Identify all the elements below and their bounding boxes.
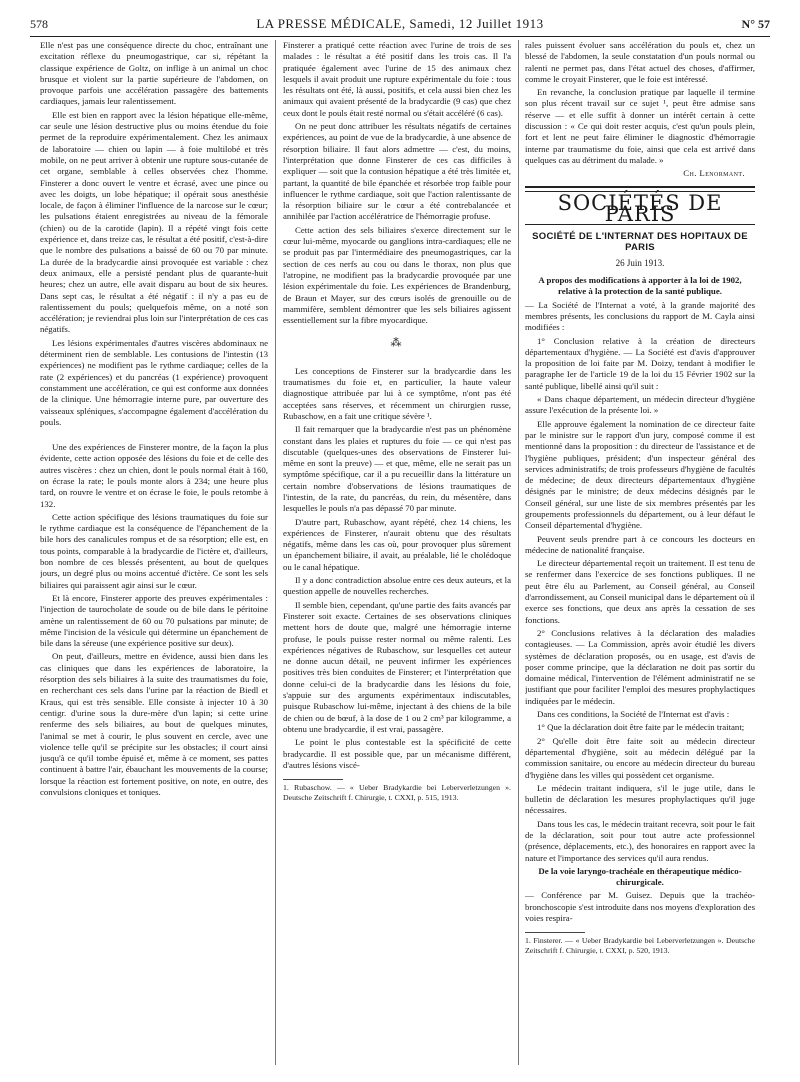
society-heading: SOCIÉTÉ DE L'INTERNAT DES HOPITAUX DE PARIS (532, 231, 748, 254)
paragraph: Et là encore, Finsterer apporte des preuves expérimentales : l'injection de taurocholate de soude ou de bile dans le péritoine amène un ralentissement de 60 ou 70 pulsations par minute; de même l'incision de la vésicule qui détermine un épanchement de bile dans la séreuse (une expérience positive sur deux). (40, 592, 268, 649)
paragraph: 1° Que la déclaration doit être faite par le médecin traitant; (537, 722, 745, 733)
footnote-rule (283, 779, 343, 780)
paragraph: En revanche, la conclusion pratique par laquelle il termine son plus récent travail sur ce sujet ¹, peut être admise sans réserve — et elle suffit à donner un intérêt certain à cette discussion : « Ce qui doit rester acquis, c'est qu'un pouls plein, fort et lent ne peut faire éliminer le diagnostic d'hémorragie interne par traumatisme du foie, ainsi que cela est arrivé dans quelques cas au détriment du malade. » (525, 87, 755, 165)
paragraph: Le médecin traitant indiquera, s'il le juge utile, dans le bulletin de déclaration les mesures prophylactiques qu'il juge nécessaires. (525, 782, 755, 816)
paragraph: — Conférence par M. Guisez. Depuis que la trachéo-bronchoscopie s'est introduite dans nos moyens d'exploration des voies respira- (525, 890, 755, 924)
section-separator: ⁂ (390, 337, 404, 350)
journal-title: LA PRESSE MÉDICALE, Samedi, 12 Juillet 1913 (256, 16, 544, 31)
column-1 (40, 40, 268, 1070)
header-rule (30, 36, 770, 37)
paragraph: Une des expériences de Finsterer montre, de la façon la plus évidente, cette action opposée des lésions du foie et de celle des autres viscères : chez un chien, dont le pouls normal était à 160, on écrase la rate; le pouls monte alors à 234; une heure plus tard, on rouvre le ventre et on écrase le foie, le pouls retombe à 132. (40, 442, 268, 509)
paragraph: Elle est bien en rapport avec la lésion hépatique elle-même, car seule une lésion destructive plus ou moins étendue du foie permet de la reproduire expérimentalement. Chez les animaux de laboratoire — chien ou lapin — à foie multilobé et très mobile, on ne peut arriver à obtenir une rupture sous-cutanée de cet organe, semblable à celles observées chez l'homme. Finsterer a donc ouvert le ventre et écrasé, avec une pince ou avec les doigts, un lobe hépatique; il opérait sous anesthésie locale, de façon à éliminer l'influence de la narcose sur le cœur; les pulsations étaient enregistrées au niveau de la fémorale (chien) ou de la carotide (lapin). Il a répété vingt fois cette expérience et, dans treize cas, le résultat a été positif, c'est-à-dire que le nombre des pulsations a baissé de 60 ou 70 par minute. La durée de la bradycardie ainsi provoquée est variable : chez deux animaux, elle a persisté pendant plus de quarante-huit heures; chez un autre, elle avait disparu au bout de six heures. Dans sept cas, le résultat a été négatif : il n'y a pas eu de ralentissement du pouls; quelquefois même, on a noté son accélération; je reviendrai plus loin sur l'interprétation de ces cas négatifs. (40, 109, 268, 335)
paragraph: — La Société de l'Internat a voté, à la grande majorité des membres présents, les conclusions du rapport de M. Cayla ainsi modifiées : (525, 299, 755, 333)
footnote: 1. Rubaschow. — « Ueber Bradykardie bei Leberverletzungen ». Deutsche Zeitschrift f. Chirurgie, t. CXXI, p. 515, 1913. (283, 783, 511, 802)
paragraph: Finsterer a pratiqué cette réaction avec l'urine de trois de ses malades : le résultat a été positif dans les trois cas. Il l'a pratiquée également avec l'urine de 15 des animaux chez lesquels il avait produit une rupture expérimentale du foie : tous les résultats ont été, là aussi, positifs, et cela aussi bien chez les animaux qui avaient présenté de la bradycardie (9 cas) que chez ceux dont le pouls était resté normal ou s'était accéléré (6 cas). (283, 40, 511, 118)
paragraph: Elle approuve également la nomination de ce directeur faite par le ministre sur le rapport d'un jury, composé comme il est mentionné dans la proposition : du directeur de l'assistance et de l'hygiène publiques, président; d'un inspecteur général des services administratifs; de trois professeurs d'hygiène de facultés de médecine; de deux directeurs départementaux d'hygiène désignés par le ministre; de deux médecins désignés par le Conseil général, sur une liste de six membres présentés par les groupements professionnels du département, ou à leur défaut le Conseil départemental d'hygiène. (525, 418, 755, 531)
page-number: 578 (30, 17, 48, 31)
paragraph: Peuvent seuls prendre part à ce concours les docteurs en médecine de nationalité française. (525, 533, 755, 555)
paragraph: Dans ces conditions, la Société de l'Internat est d'avis : (537, 709, 730, 720)
page-header (30, 14, 770, 36)
column-divider (275, 40, 276, 1065)
paragraph: Elle n'est pas une conséquence directe du choc, entraînant une excitation réflexe du pneumogastrique, car si, répétant la classique expérience de Goltz, on inflige à un animal un choc brusque et violent sur la partie supérieure de l'abdomen, on provoque parfois une accélération passagère des battements cardiaques, jamais leur ralentissement. (40, 40, 268, 107)
section-title: SOCIÉTÉS DE PARIS (557, 190, 723, 226)
paragraph: Il y a donc contradiction absolue entre ces deux auteurs, et la question appelle de nouvelles recherches. (283, 575, 511, 597)
paragraph: Il semble bien, cependant, qu'une partie des faits avancés par Finsterer soit exacte. Certaines de ses observations cliniques mettent hors de doute que, malgré une hémorragie interne profuse, le pouls puisse rester normal ou même ralenti. Les expériences négatives de Rubaschow, sur lesquelles cet auteur ne donne aucun détail, ne peuvent infirmer les expériences positives très bien conduites de Finsterer; et l'interprétation que donne celui-ci de la bradycardie dans les lésions du foie, s'appuie sur des arguments expérimentaux indiscutables, puisque Rubaschow lui-même, injectant à des chiens de la bile de chien ou de bœuf, à la dose de 1 ou 2 cm³ par kilogramme, a obtenu une bradycardie, il est vrai, passagère. (283, 599, 511, 734)
paragraph: Dans tous les cas, le médecin traitant recevra, soit pour le fait de la déclaration, soit pour tout autre acte professionnel (présence, déplacements, etc.), des honoraires en rapport avec la nature et l'importance des services qu'il aura rendus. (525, 818, 755, 863)
paragraph: Cette action des sels biliaires s'exerce directement sur le cœur lui-même, myocarde ou ganglions intra-cardiaques; elle ne se produit pas par l'intermédiaire des pneumogastriques, car la section de ces nerfs au cou ou dans le thorax, non plus que l'atropine, ne modifient pas la bradycardie provoquée par une lésion expérimentale du foie. Les expériences de Brandenburg, de Braun et Mayer, sur des cœurs isolés de grenouille ou de mammifère, semblent démontrer que les sels biliaires agissent essentiellement sur la fibre myocardique. (283, 224, 511, 326)
paragraph: Le point le plus contestable est la spécificité de cette bradycardie. Il est possible que, par un mécanisme différent, d'autres lésions viscé- (283, 737, 511, 770)
paragraph: Le directeur départemental reçoit un traitement. Il est tenu de se renfermer dans l'exercice de ses fonctions publiques. Il ne peut être élu au Parlement, au Conseil général, au Conseil d'arrondissement, au Conseil municipal dans le département où il exerce ses fonctions, que deux ans après la cessation de ses fonctions. (525, 558, 755, 625)
paragraph: 2° Qu'elle doit être faite soit au médecin directeur départemental d'hygiène, soit au médecin délégué par la commission sanitaire, ou encore au médecin directeur du bureau d'hygiène dans les villes qui possèdent cet organisme. (525, 735, 755, 780)
meeting-date: 26 Juin 1913. (615, 257, 665, 268)
paragraph: On peut, d'ailleurs, mettre en évidence, aussi bien dans les cas cliniques que dans les expériences de laboratoire, la résorption des sels biliaires à la suite des traumatismes du foie, en recherchant ces sels dans l'urine par la réaction de Biedl et Kraus, qui est très sensible. Elle consiste à injecter 10 à 30 centigr. d'urine sous la dure-mère d'un lapin; si cette urine renferme des sels biliaires, au bout de quelques minutes, l'animal se met à courir, le plus souvent en cercle, avec une violence telle qu'il se précipite sur les obstacles; il court ainsi jusqu'à ce qu'il tombe épuisé et, même à ce moment, ses pattes continuent à battre l'air, ébauchant les mouvements de la course; lorsque la réaction est fortement positive, on note, en outre, des convulsions cloniques et toniques. (40, 651, 268, 797)
topic-heading: De la voie laryngo-trachéale en thérapeutique médico-chirurgicale. (538, 865, 742, 888)
paragraph: 1° Conclusion relative à la création de directeurs départementaux d'hygiène. — La Société est d'avis d'approuver la proposition de loi faite par M. Doizy, tendant à modifier le paragraphe Ier de l'article 19 de la loi du 15 Février 1902 sur la santé publique, libellé ainsi qu'il suit : (525, 335, 755, 391)
section-rule (525, 186, 755, 188)
paragraph: D'autre part, Rubaschow, ayant répété, chez 14 chiens, les expériences de Finsterer, n'aurait obtenu que des résultats négatifs, même dans les cas où, pour provoquer plus sûrement un épanchement biliaire, il avait, au préalable, lié le cholédoque ou le canal hépatique. (283, 516, 511, 572)
paragraph: Les conceptions de Finsterer sur la bradycardie dans les traumatismes du foie et, en particulier, la haute valeur diagnostique attribuée par lui à ce symptôme, n'ont pas été acceptées sans réserves, et récemment un chirurgien russe, Rubaschow, en a fait une critique sévère ¹. (283, 365, 511, 421)
footnote-rule (525, 932, 585, 933)
paragraph: 2° Conclusions relatives à la déclaration des maladies contagieuses. — La Commission, après avoir étudié les divers systèmes de déclaration proposés, ou en usage, est d'avis de poser comme principe, que la déclaration ne doit pas sortir du domaine médical, l'intervention de l'élément administratif ne se justifiant que pour faciliter l'emploi des mesures prophylactiques indiquées par le médecin. (525, 627, 755, 706)
paragraph: Il fait remarquer que la bradycardie n'est pas un phénomène constant dans les plaies et ruptures du foie — ce qui n'est pas discutable (quelques-unes des observations de Finsterer lui-même en sont la preuve) — et que, même, elle ne serait pas un symptôme spécifique, car il a pu recueillir dans la littérature un certain nombre d'observations de lésions traumatiques de l'intestin, de la rate, du pancréas, du rein, du mésentère, dans lesquelles le pouls n'a pas dépassé 70 par minute. (283, 424, 511, 514)
column-2 (283, 40, 511, 1070)
issue-number: N° 57 (741, 17, 770, 31)
footnote: 1. Finsterer. — « Ueber Bradykardie bei Leberverletzungen ». Deutsche Zeitschrift f. Chirurgie, t. CXXI, p. 520, 1913. (525, 936, 755, 955)
topic-heading: A propos des modifications à apporter à la loi de 1902, relative à la protection de la santé publique. (538, 275, 742, 297)
column-divider (518, 40, 519, 1065)
paragraph: rales puissent évoluer sans accélération du pouls et, chez un blessé de l'abdomen, la seule constatation d'un pouls normal ou ralenti ne permet pas, dans l'état actuel des choses, d'affirmer, comme le croyait Finsterer, que le foie est intéressé. (525, 40, 755, 84)
paragraph: On ne peut donc attribuer les résultats négatifs de certaines expériences, au point de vue de la bradycardie, à une absence de résorption biliaire. Il faut alors admettre — c'est, du moins, l'interprétation que donne Finsterer de ces cas difficiles à expliquer — soit que la contusion hépatique a été très limitée et, partant, la quantité de bile épanchée et résorbée trop faible pour influencer le rythme cardiaque, soit que l'action ralentissante de la résorption biliaire sur le cœur a été contrebalancée et annihilée par l'action accélératrice de l'hémorragie profuse. (283, 121, 511, 222)
author-signature: Ch. Lenormant. (683, 168, 745, 179)
paragraph: « Dans chaque département, un médecin directeur d'hygiène assure l'exécution de la présente loi. » (525, 394, 755, 416)
column-3 (525, 40, 755, 1070)
paragraph: Cette action spécifique des lésions traumatiques du foie sur le rythme cardiaque est la conséquence de l'épanchement de la bile hors des canalicules rompus et de sa résorption; elle est, en tous points, comparable à la bradycardie de l'ictère et, d'ailleurs, bon nombre de ces blessés présentent, au bout de quelques jours, un degré plus ou moins accentué d'ictère. Ce sont les sels biliaires qui paraissent agir ainsi sur le cœur. (40, 511, 268, 590)
paragraph: Les lésions expérimentales d'autres viscères abdominaux ne déterminent rien de semblable. Les contusions de l'intestin (13 expériences) ne modifient pas le rythme cardiaque; celles de la rate (2 expériences) et du pancréas (1 expérience) provoquent constamment une accélération, ce qui est conforme aux données de la clinique. Une hémorragie interne pure, par ouverture des vaisseaux spléniques, s'accompagne également d'accélération du pouls. (40, 337, 268, 427)
